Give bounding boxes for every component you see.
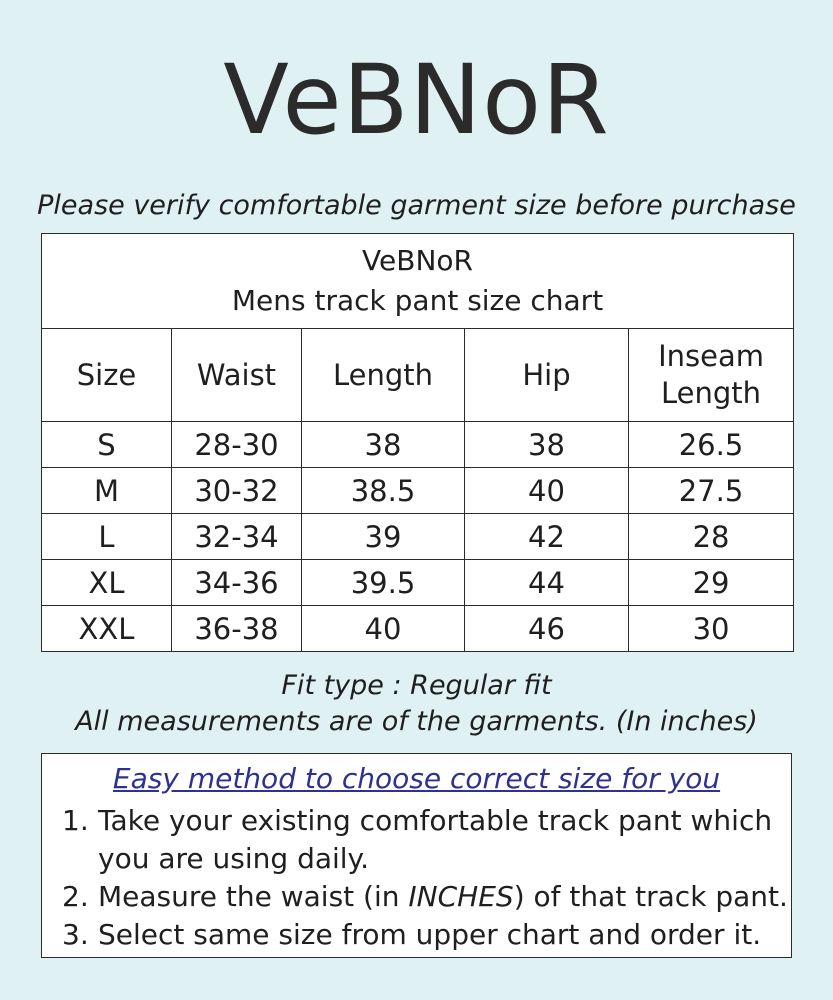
method-step-1-continued: you are using daily. bbox=[98, 842, 370, 875]
waist-cell: 32-34 bbox=[172, 514, 302, 560]
column-header: Hip bbox=[465, 329, 629, 422]
inseam-cell: 26.5 bbox=[629, 422, 794, 468]
step-text-post: ) of that track pant. bbox=[513, 880, 788, 913]
waist-cell: 34-36 bbox=[172, 560, 302, 606]
fit-type-note: Fit type : Regular fit bbox=[281, 670, 552, 701]
table-row bbox=[42, 468, 794, 514]
table-row bbox=[42, 606, 794, 652]
column-header: Inseam Length bbox=[629, 329, 794, 422]
method-step-1 bbox=[62, 804, 772, 837]
method-step-3 bbox=[62, 918, 761, 951]
table-row bbox=[42, 514, 794, 560]
inseam-cell: 30 bbox=[629, 606, 794, 652]
method-title: Easy method to choose correct size for you bbox=[112, 762, 721, 795]
table-row bbox=[42, 422, 794, 468]
inseam-cell: 28 bbox=[629, 514, 794, 560]
inseam-cell: 29 bbox=[629, 560, 794, 606]
hip-cell: 46 bbox=[465, 606, 629, 652]
size-cell: L bbox=[42, 514, 172, 560]
waist-cell: 30-32 bbox=[172, 468, 302, 514]
chart-caption-title: Mens track pant size chart bbox=[231, 284, 604, 317]
size-chart-table bbox=[41, 233, 794, 652]
hip-cell: 42 bbox=[465, 514, 629, 560]
size-cell: S bbox=[42, 422, 172, 468]
size-cell: M bbox=[42, 468, 172, 514]
table-row bbox=[42, 560, 794, 606]
measurement-note: All measurements are of the garments. (In inches) bbox=[75, 706, 758, 737]
subtitle: Please verify comfortable garment size before purchase bbox=[37, 190, 796, 221]
hip-cell: 44 bbox=[465, 560, 629, 606]
column-header: Size bbox=[42, 329, 172, 422]
step-text: Select same size from upper chart and order it. bbox=[98, 918, 762, 951]
chart-caption-brand: VeBNoR bbox=[362, 244, 473, 277]
step-number: 2. bbox=[62, 880, 89, 913]
header-row bbox=[42, 329, 794, 422]
size-cell: XXL bbox=[42, 606, 172, 652]
step-number: 3. bbox=[62, 918, 89, 951]
chart-caption bbox=[42, 234, 794, 329]
step-text: Take your existing comfortable track pant which bbox=[98, 804, 773, 837]
hip-cell: 40 bbox=[465, 468, 629, 514]
waist-cell: 36-38 bbox=[172, 606, 302, 652]
inseam-cell: 27.5 bbox=[629, 468, 794, 514]
length-cell: 38 bbox=[302, 422, 465, 468]
column-header: Waist bbox=[172, 329, 302, 422]
length-cell: 39.5 bbox=[302, 560, 465, 606]
step-text-pre: Measure the waist (in bbox=[98, 880, 409, 913]
size-method-box bbox=[41, 753, 792, 958]
hip-cell: 38 bbox=[465, 422, 629, 468]
length-cell: 39 bbox=[302, 514, 465, 560]
step-number: 1. bbox=[62, 804, 89, 837]
column-header: Length bbox=[302, 329, 465, 422]
length-cell: 40 bbox=[302, 606, 465, 652]
method-step-2 bbox=[62, 880, 788, 913]
size-cell: XL bbox=[42, 560, 172, 606]
brand-title: VeBNoR bbox=[223, 44, 610, 156]
length-cell: 38.5 bbox=[302, 468, 465, 514]
waist-cell: 28-30 bbox=[172, 422, 302, 468]
step-text-emphasis: INCHES bbox=[408, 880, 514, 913]
